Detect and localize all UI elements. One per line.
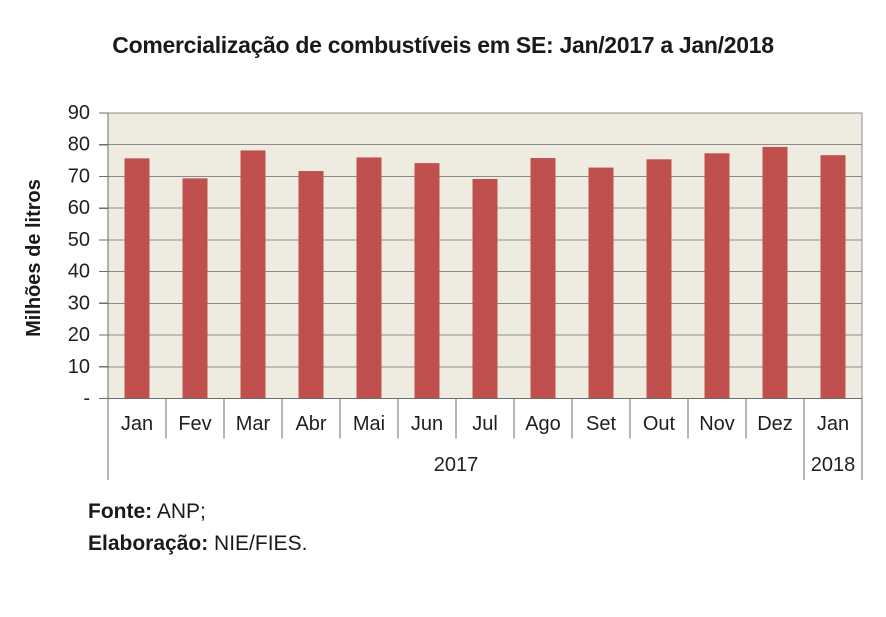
bar-mai bbox=[357, 157, 382, 398]
y-tick-label-10: 10 bbox=[67, 355, 90, 378]
y-tick-label-0: - bbox=[83, 387, 90, 410]
elaboration-line bbox=[88, 528, 307, 560]
y-axis-title: Milhões de litros bbox=[23, 179, 45, 337]
y-tick-label-50: 50 bbox=[67, 228, 90, 251]
month-label-nov: Nov bbox=[699, 413, 735, 435]
y-tick-label-80: 80 bbox=[67, 133, 90, 156]
bar-jul bbox=[473, 179, 498, 399]
bar-nov bbox=[705, 153, 730, 398]
elaboration-label: Elaboração: bbox=[88, 532, 209, 555]
bar-mar bbox=[241, 150, 266, 398]
year-label-2018: 2018 bbox=[810, 454, 856, 476]
month-label-jun: Jun bbox=[410, 413, 444, 435]
month-label-set: Set bbox=[585, 413, 617, 435]
bar-jan-2018 bbox=[821, 155, 846, 398]
bar-fev bbox=[183, 178, 208, 398]
month-label-fev: Fev bbox=[178, 413, 212, 435]
source-label: Fonte: bbox=[88, 500, 153, 523]
bar-abr bbox=[299, 171, 324, 398]
month-label-ago: Ago bbox=[525, 413, 561, 435]
source-line bbox=[88, 496, 307, 528]
bar-dez bbox=[763, 147, 788, 399]
month-label-mar: Mar bbox=[235, 413, 271, 435]
bar-jun bbox=[415, 163, 440, 398]
y-tick-label-40: 40 bbox=[67, 260, 90, 283]
year-label-2017: 2017 bbox=[433, 454, 479, 476]
bar-set bbox=[589, 168, 614, 399]
month-label-jan: Jan bbox=[120, 413, 154, 435]
month-label-jan-2018: Jan bbox=[816, 413, 850, 435]
bar-out bbox=[647, 159, 672, 398]
source-value: ANP; bbox=[152, 500, 206, 523]
bar-jan bbox=[125, 158, 150, 398]
y-tick-label-20: 20 bbox=[67, 324, 90, 347]
y-tick-label-90: 90 bbox=[67, 102, 90, 124]
month-label-out: Out bbox=[642, 413, 676, 435]
month-label-abr: Abr bbox=[295, 413, 327, 435]
elaboration-value: NIE/FIES. bbox=[208, 532, 308, 555]
y-tick-label-60: 60 bbox=[67, 197, 90, 220]
month-label-mai: Mai bbox=[352, 413, 386, 435]
month-label-dez: Dez bbox=[757, 413, 793, 435]
y-tick-label-70: 70 bbox=[67, 165, 90, 188]
bar-ago bbox=[531, 158, 556, 398]
chart-footer bbox=[88, 496, 307, 560]
chart-title: Comercialização de combustíveis em SE: Jan/2017 a Jan/2018 bbox=[112, 32, 774, 58]
month-label-jul: Jul bbox=[472, 413, 498, 435]
y-tick-label-30: 30 bbox=[67, 292, 90, 315]
